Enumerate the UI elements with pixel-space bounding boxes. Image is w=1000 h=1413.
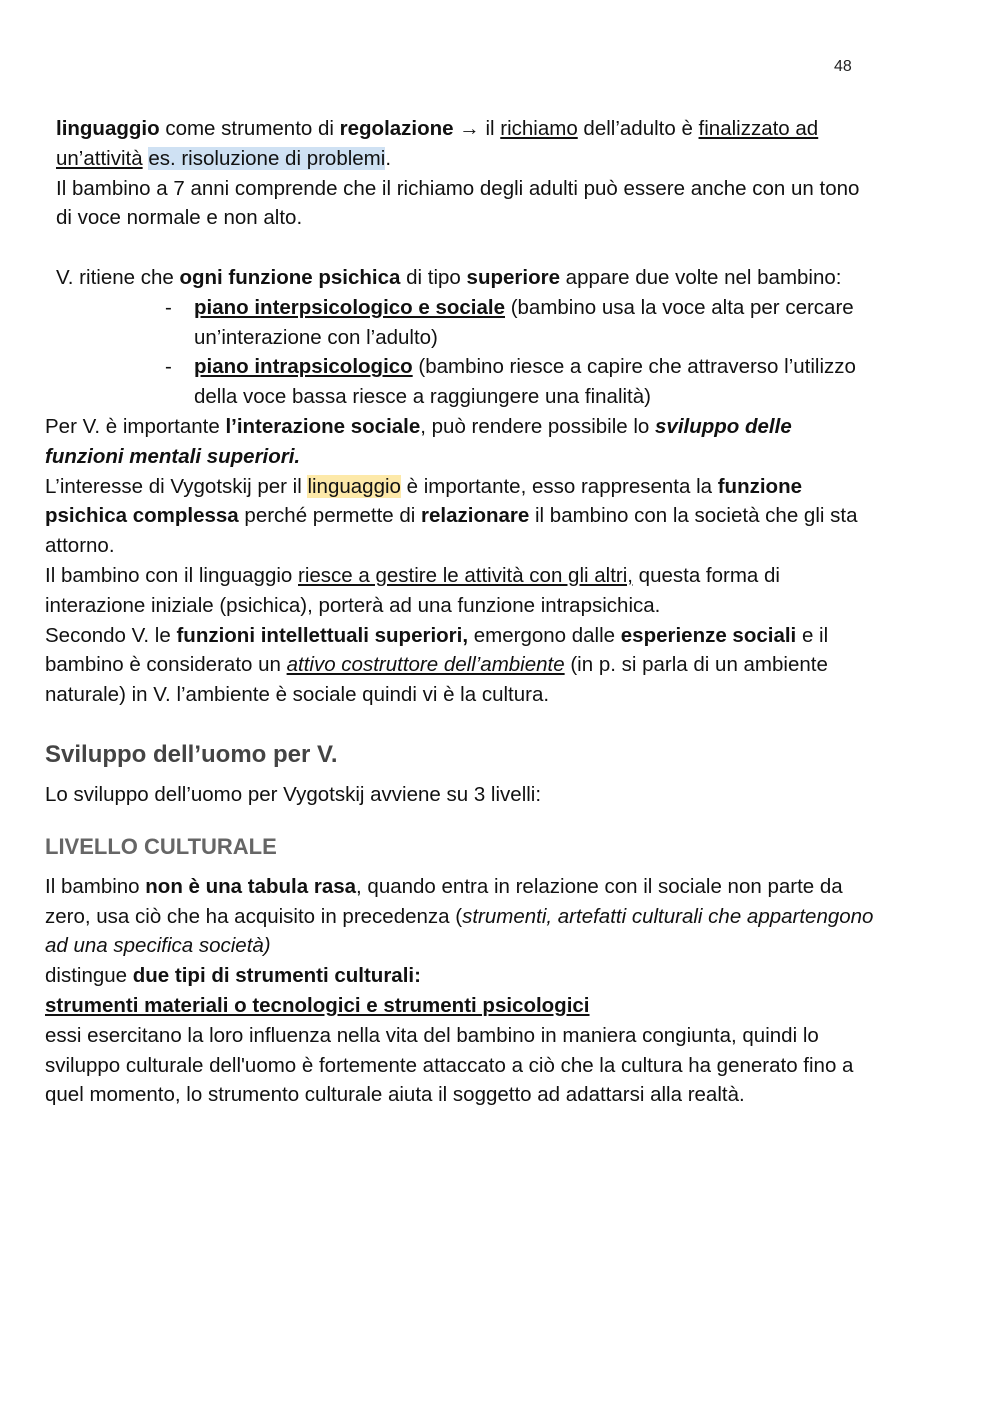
bold-term: superiore	[466, 265, 560, 289]
list-item-text: (bambino usa la voce alta per cercare un’interazione con l’adulto)	[194, 295, 854, 349]
underlined-term: finalizzato ad un’attività	[56, 117, 819, 170]
paragraph-linguaggio-regolazione	[45, 114, 875, 174]
text-run: distingue	[45, 964, 133, 988]
highlighted-text: es. risoluzione di problemi	[148, 146, 386, 170]
subsection-title: LIVELLO CULTURALE	[45, 833, 277, 859]
bold-term: linguaggio	[56, 117, 160, 140]
bold-term: funzione psichica complessa	[45, 474, 802, 528]
bold-term: regolazione	[339, 117, 454, 140]
text-run: Il bambino	[45, 874, 146, 898]
text-run: (in p. si parla di un ambiente naturale) in V. l’ambiente è sociale quindi vi è la cultura.	[45, 653, 828, 707]
paragraph-influenza: essi esercitano la loro influenza nella vita del bambino in maniera congiunta, quindi lo sviluppo culturale dell'uomo è fortemente attaccato a ciò che la cultura ha generato fino a quel momento, lo strumento culturale aiuta il soggetto ad adattarsi alla realtà.	[45, 1023, 854, 1107]
paragraph-interesse-linguaggio	[45, 472, 875, 561]
underlined-term: riesce a gestire le attività con gli altri,	[298, 563, 633, 587]
text-run: , quando entra in relazione con il sociale non parte da zero, usa ciò che ha acquisito in precedenza (	[45, 874, 843, 928]
paragraph-funzioni-intellettuali	[45, 621, 875, 710]
paragraph-strumenti-heading	[45, 991, 875, 1021]
text-run: emergono dalle	[468, 623, 621, 647]
paragraph-gestire-attivita	[45, 561, 875, 621]
text-run: perché permette di	[238, 504, 422, 528]
text-run: di tipo	[400, 265, 467, 289]
section-title: Sviluppo dell’uomo per V.	[45, 740, 338, 768]
list-dash: -	[165, 295, 172, 319]
paragraph-due-tipi	[45, 961, 875, 991]
list-item-heading: piano intrapsicologico	[194, 355, 413, 379]
bold-underlined-term: strumenti materiali o tecnologici e strumenti psicologici	[45, 993, 590, 1017]
bold-term: l’interazione sociale	[225, 414, 421, 438]
paragraph-bambino-7-anni: Il bambino a 7 anni comprende che il richiamo degli adulti può essere anche con un tono di voce normale e non alto.	[56, 176, 860, 230]
text-run: → il	[453, 117, 501, 140]
bold-italic-term: sviluppo delle funzioni mentali superiori.	[45, 414, 792, 468]
underlined-term: richiamo	[500, 117, 578, 140]
list-item-text: (bambino riesce a capire che attraverso l’utilizzo della voce bassa riesce a raggiungere una finalità)	[194, 355, 856, 409]
italic-term: strumenti, artefatti culturali che appartengono ad una specifica società)	[45, 904, 874, 958]
text-run: Secondo V. le	[45, 623, 177, 647]
bold-term: non è una tabula rasa	[145, 874, 357, 898]
highlighted-text: linguaggio	[307, 474, 401, 498]
list-item	[45, 293, 875, 353]
text-run: e il bambino è considerato un	[45, 623, 829, 677]
list-item	[45, 352, 875, 412]
bold-term: due tipi di strumenti culturali:	[132, 964, 421, 988]
text-run: , può rendere possibile lo	[420, 414, 656, 438]
text-run: Il bambino con il linguaggio	[45, 563, 298, 587]
list-dash: -	[165, 355, 172, 379]
text-run: come strumento di	[159, 117, 340, 140]
bold-term: funzioni intellettuali superiori,	[176, 623, 469, 647]
list-item-heading: piano interpsicologico e sociale	[194, 295, 505, 319]
bold-term: esperienze sociali	[620, 623, 797, 647]
text-run: L’interesse di Vygotskij per il	[45, 474, 308, 498]
text-run: Per V. è importante	[45, 414, 226, 438]
planes-list	[45, 293, 875, 412]
paragraph-interazione-sociale	[45, 412, 875, 472]
bold-term: ogni funzione psichica	[179, 265, 401, 289]
paragraph-funzione-psichica	[45, 263, 875, 293]
text-run: .	[385, 146, 392, 170]
text-run: dell’adulto è	[577, 117, 699, 140]
page-number: 48	[834, 58, 852, 75]
underlined-italic-term: attivo costruttore dell’ambiente	[286, 653, 565, 677]
text-run: questa forma di interazione iniziale (psichica), porterà ad una funzione intrapsichica.	[45, 563, 780, 617]
blank-line	[45, 233, 875, 263]
paragraph-tabula-rasa	[45, 872, 875, 961]
text-run: il bambino con la società che gli sta attorno.	[45, 504, 858, 558]
section-intro: Lo sviluppo dell’uomo per Vygotskij avviene su 3 livelli:	[45, 782, 542, 806]
document-body	[45, 114, 875, 1110]
text-run: V. ritiene che	[56, 265, 180, 289]
text-run: appare due volte nel bambino:	[559, 265, 842, 289]
text-run: è importante, esso rappresenta la	[400, 474, 718, 498]
bold-term: relazionare	[421, 504, 530, 528]
